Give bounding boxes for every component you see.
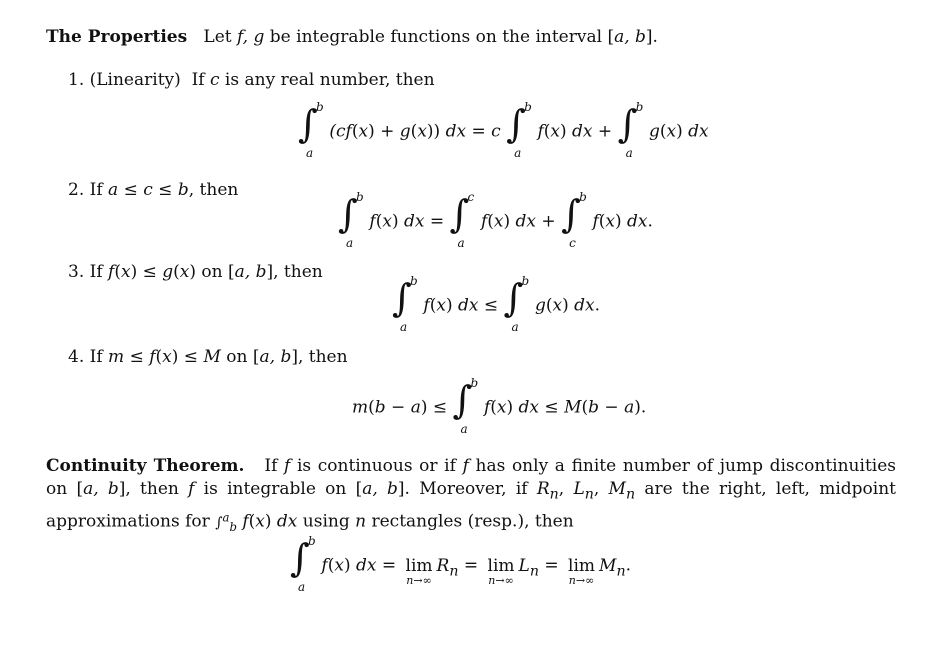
item-4-formula: m(b − a) ≤ ∫ b a f(x) dx ≤ M(b − a). [352, 376, 647, 436]
item-4-text: 4. If m ≤ f(x) ≤ M on [a, b], then [68, 347, 348, 367]
item-3-formula: ∫ b a f(x) dx ≤ ∫ b a g(x) dx. [392, 274, 600, 334]
item-1-formula: ∫ b a (cf(x) + g(x)) dx = c ∫ b a f(x) dx + ∫ b a g(x) dx [298, 100, 709, 160]
heading-title: The Properties [46, 27, 188, 47]
item-1-text: 1. (Linearity) If c is any real number, then [68, 70, 435, 90]
item-3-text: 3. If f(x) ≤ g(x) on [a, b], then [68, 262, 323, 282]
continuity-formula: ∫ b a f(x) dx = lim n→∞ $R_n = \lim$ n→∞ $L_n = \lim$ n→∞ $M_n$. [290, 534, 631, 594]
heading-text: Let f, g be integrable functions on the interval [a, b]. [192, 27, 658, 47]
integral-sign: ∫ b a [298, 100, 324, 160]
continuity-theorem: Continuity Theorem. If f is continuous or if f has only a finite number of jump discontinuities on [a, b], then f is integrable on [a, b]. Moreover, if $R_n$, $L_n$, $M_n$ are the right, left, midpoint approximations for ∫$^a_b$ f(x) dx using n rectangles (resp.), then [46, 456, 896, 534]
properties-heading [46, 27, 658, 47]
item-2-formula: ∫ b a f(x) dx = ∫ c a f(x) dx + ∫ b c f(x) dx. [338, 190, 653, 250]
integral-sign: ∫ b a [617, 100, 644, 160]
continuity-title: Continuity Theorem. [46, 456, 245, 476]
integral-sign: ∫ b a [506, 100, 532, 160]
item-2-text: 2. If a ≤ c ≤ b, then [68, 180, 239, 200]
